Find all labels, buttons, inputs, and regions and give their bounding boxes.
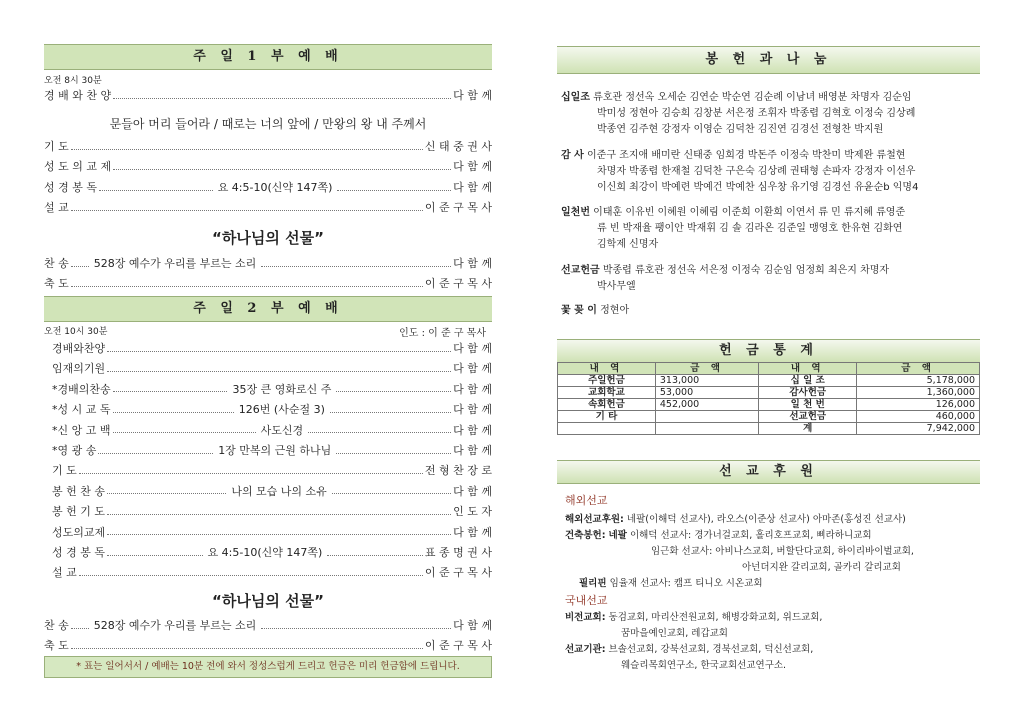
finance-row <box>558 411 980 423</box>
service2-row <box>52 400 492 418</box>
vision-church <box>565 610 980 626</box>
row-detail: 528장 예수가 우리를 부르는 소리 <box>93 257 257 270</box>
leader-dots <box>71 286 423 287</box>
row-label: *경배의찬송 <box>52 382 111 396</box>
service2-time: 오전 10시 30분 <box>44 327 108 337</box>
leader-dots <box>71 210 423 211</box>
service2-row <box>52 441 492 459</box>
service1-row <box>44 178 492 196</box>
row-value: 다 함 께 <box>453 619 492 632</box>
offering-group <box>561 205 980 253</box>
sermon-title-2: “하나님의 선물” <box>212 592 324 610</box>
offering-category: 일천번 <box>561 207 590 218</box>
row-label: 축 도 <box>44 639 69 652</box>
philippines-text: 임율재 선교사: 캠프 티니오 시온교회 <box>609 578 763 589</box>
finance-category: 일 천 번 <box>759 399 857 411</box>
leader-dots <box>330 412 451 413</box>
offering-group <box>561 303 980 319</box>
row-detail: 528장 예수가 우리를 부르는 소리 <box>93 619 257 632</box>
offering-names: 김학제 신명자 <box>597 239 659 250</box>
org-label: 선교기관: <box>565 644 606 655</box>
row-label: 성 경 봉 독 <box>44 181 97 194</box>
row-value: 이 준 구 목 사 <box>424 639 492 652</box>
row-value: 다 함 께 <box>453 423 493 437</box>
praise-lyric: 문들아 머리 들어라 / 때로는 너의 앞에 / 만왕의 왕 내 주께서 <box>109 117 427 131</box>
row-value: 다 함 께 <box>453 403 493 417</box>
offering-names: 류호관 정선옥 오세순 김연순 박순연 김순례 이남녀 배영분 차명자 김순임 <box>593 92 912 103</box>
finance-row <box>558 423 980 435</box>
philippines <box>579 576 980 592</box>
finance-amount: 5,178,000 <box>857 375 980 387</box>
offering-line <box>561 205 980 221</box>
row-label: *성 시 교 독 <box>52 403 111 417</box>
row-label: 설 교 <box>44 201 69 214</box>
row-label: *신 앙 고 백 <box>52 423 111 437</box>
finance-title: 헌 금 통 계 <box>557 339 980 363</box>
service2-row <box>52 482 492 500</box>
sermon-title: “하나님의 선물” <box>212 229 324 247</box>
vision-line-2: 꿈마을예인교회, 레갑교회 <box>621 628 728 639</box>
leader-dots <box>261 266 451 267</box>
offering-category: 감 사 <box>561 150 584 161</box>
offering-group <box>561 263 980 295</box>
offering-group <box>561 148 980 196</box>
offering-names: 류 빈 박재율 팽이안 박재휘 김 솔 김라온 김준일 맹영호 한유현 김화연 <box>597 223 903 234</box>
mission-title: 선 교 후 원 <box>557 460 980 484</box>
building-line-3: 아넌더지완 갈리교회, 골카리 갈리교회 <box>742 562 901 573</box>
row-label: 봉 헌 기 도 <box>52 505 105 519</box>
row-value: 다 함 께 <box>453 89 492 102</box>
service2-row <box>52 380 492 398</box>
service2-row <box>52 543 492 561</box>
finance-table <box>557 362 980 435</box>
row-detail: 126번 (사순절 3) <box>238 403 325 417</box>
row-value: 다 함 께 <box>453 525 492 539</box>
finance-amount: 53,000 <box>655 387 758 399</box>
leader-dots <box>98 453 213 454</box>
row-value: 다 함 께 <box>453 382 493 396</box>
row-label: 기 도 <box>44 140 69 153</box>
row-label: 기 도 <box>52 464 77 478</box>
finance-amount: 460,000 <box>857 411 980 423</box>
offering-line <box>561 148 980 164</box>
finance-amount: 1,360,000 <box>857 387 980 399</box>
leader-dots <box>71 149 423 150</box>
service2-title: 주 일 2 부 예 배 <box>44 296 492 322</box>
leader-dots <box>113 391 228 392</box>
leader-dots <box>71 266 89 267</box>
row-detail: 사도신경 <box>260 423 304 437</box>
offering-line <box>561 237 980 253</box>
service2-leader: 인도 : 이 준 구 목사 <box>399 328 486 339</box>
building-label: 건축봉헌: <box>565 530 606 541</box>
overseas-title: 해외선교 <box>565 494 608 507</box>
org-line-1: 브솔선교회, 강북선교회, 경북선교회, 덕신선교회, <box>608 644 814 655</box>
service2-row <box>52 563 492 581</box>
finance-row <box>558 399 980 411</box>
finance-category: 십 일 조 <box>759 375 857 387</box>
finance-header-cell: 금 액 <box>655 363 758 375</box>
row-label: 성도의교제 <box>52 525 106 539</box>
row-value: 다 함 께 <box>453 362 492 376</box>
row-detail: 나의 모습 나의 소유 <box>231 484 327 498</box>
service2-row <box>52 461 492 479</box>
row-label: 경 배 와 찬 양 <box>44 89 112 102</box>
leader-dots <box>107 514 451 515</box>
vision-line-1: 동검교회, 마리산전원교회, 해병강화교회, 위드교회, <box>608 612 823 623</box>
leader-dots <box>113 98 451 99</box>
finance-header-row <box>558 363 980 375</box>
finance-row <box>558 387 980 399</box>
service1-row <box>44 137 492 155</box>
finance-category: 기 타 <box>558 411 656 423</box>
finance-header-cell: 내 역 <box>558 363 656 375</box>
leader-dots <box>308 432 451 433</box>
offering-names: 이준구 조지애 배미란 신태중 임희경 박돈주 이정숙 박찬미 박제완 류철현 <box>587 150 906 161</box>
leader-dots <box>113 432 256 433</box>
row-value: 다 함 께 <box>453 181 492 194</box>
service2-row <box>52 502 492 520</box>
offering-names: 박종연 김주현 강정자 이영순 김덕찬 김진연 김경선 전형찬 박지원 <box>597 124 884 135</box>
offering-line <box>561 180 980 196</box>
row-label: 봉 헌 찬 송 <box>52 484 105 498</box>
building-nepal: 네팔 <box>608 530 627 541</box>
service-note: * 표는 일어서서 / 예배는 10분 전에 와서 정성스럽게 드리고 헌금은 미리 헌금함에 드립니다. <box>44 656 492 678</box>
finance-header-cell: 금 액 <box>857 363 980 375</box>
leader-dots <box>332 493 451 494</box>
finance-amount: 126,000 <box>857 399 980 411</box>
finance-header-cell: 내 역 <box>759 363 857 375</box>
vision-label: 비전교회: <box>565 612 606 623</box>
service1-row <box>44 157 492 175</box>
row-label: 성 경 봉 독 <box>52 546 105 559</box>
offering-category: 꽃 꽂 이 <box>561 305 597 316</box>
leader-dots <box>107 351 451 352</box>
org-line-2: 웨슬리목회연구소, 한국교회선교연구소. <box>621 660 787 671</box>
finance-row <box>558 375 980 387</box>
offering-line <box>561 90 980 106</box>
leader-dots <box>336 391 451 392</box>
leader-dots <box>107 371 451 372</box>
offering-line <box>561 263 980 279</box>
row-label: 성 도 의 교 제 <box>44 160 112 173</box>
overseas-support-text: 네팔(이해덕 선교사), 라오스(이준상 선교사) 아마존(홍성진 선교사) <box>626 514 906 525</box>
row-value: 다 함 께 <box>453 444 492 457</box>
finance-category: 계 <box>759 423 857 435</box>
row-detail: 요 4:5-10(신약 147쪽) <box>217 181 333 194</box>
finance-amount <box>655 423 758 435</box>
row-value: 인 도 자 <box>453 505 492 519</box>
row-detail: 35장 큰 영화로신 주 <box>232 382 332 396</box>
finance-amount: 452,000 <box>655 399 758 411</box>
leader-dots <box>261 628 451 629</box>
offering-category: 십일조 <box>561 92 590 103</box>
finance-category: 감사헌금 <box>759 387 857 399</box>
leader-dots <box>107 555 203 556</box>
leader-dots <box>71 648 423 649</box>
service2-row <box>52 339 492 357</box>
row-label: 임재의기원 <box>52 362 106 376</box>
offering-title: 봉 헌 과 나 눔 <box>557 46 980 74</box>
service1-row <box>44 274 492 292</box>
service1-row <box>44 198 492 216</box>
finance-category <box>558 423 656 435</box>
offering-category: 선교헌금 <box>561 265 600 276</box>
offering-names: 이태훈 이유빈 이혜원 이혜림 이준희 이환희 이연서 류 민 류지혜 류영준 <box>593 207 906 218</box>
row-value: 전 형 찬 장 로 <box>424 464 492 478</box>
service1-title: 주 일 1 부 예 배 <box>44 44 492 70</box>
row-value: 이 준 구 목 사 <box>424 566 492 580</box>
offering-names: 정현아 <box>600 305 630 316</box>
finance-category: 속회헌금 <box>558 399 656 411</box>
row-label: *영 광 송 <box>52 444 97 457</box>
row-value: 이 준 구 목 사 <box>424 201 492 214</box>
overseas-support <box>565 512 980 528</box>
service2-row <box>52 359 492 377</box>
finance-category: 교회학교 <box>558 387 656 399</box>
leader-dots <box>327 555 423 556</box>
offering-names: 차명자 박종렵 한재철 김덕찬 구은숙 김상례 권태형 손파자 강정자 이선우 <box>597 166 916 177</box>
offering-line <box>561 164 980 180</box>
row-value: 이 준 구 목 사 <box>424 277 492 290</box>
row-label: 찬 송 <box>44 619 69 632</box>
service1-time: 오전 8시 30분 <box>44 76 102 86</box>
offering-names: 박사무엘 <box>597 281 636 292</box>
leader-dots <box>107 493 226 494</box>
row-label: 설 교 <box>52 566 77 580</box>
row-detail: 1장 만복의 근원 하나님 <box>218 444 332 457</box>
building-line-2: 임근화 선교사: 아비나스교회, 버할단다교회, 하이리바이벌교회, <box>651 546 914 557</box>
mission-orgs <box>565 642 980 658</box>
service1-row <box>44 86 492 104</box>
service2-row <box>52 523 492 541</box>
offering-group <box>561 90 980 138</box>
offering-names: 박미성 정현아 김승희 김창분 서은정 조휘자 박종렵 김혁호 이정숙 김상례 <box>597 108 916 119</box>
row-detail: 요 4:5-10(신약 147쪽) <box>207 546 323 559</box>
leader-dots <box>71 628 89 629</box>
offering-line <box>561 303 980 319</box>
overseas-support-label: 해외선교후원: <box>565 514 624 525</box>
row-value: 다 함 께 <box>453 160 492 173</box>
row-label: 경배와찬양 <box>52 342 106 355</box>
philippines-label: 필리핀 <box>579 578 607 589</box>
row-value: 다 함 께 <box>453 484 492 498</box>
leader-dots <box>113 412 234 413</box>
finance-category: 주일헌금 <box>558 375 656 387</box>
offering-line <box>561 279 980 295</box>
row-value: 신 태 중 권 사 <box>424 140 492 153</box>
leader-dots <box>79 575 423 576</box>
leader-dots <box>107 534 451 535</box>
row-value: 다 함 께 <box>453 257 492 270</box>
leader-dots <box>99 190 213 191</box>
leader-dots <box>336 453 451 454</box>
leader-dots <box>79 473 423 474</box>
offering-line <box>561 122 980 138</box>
domestic-title: 국내선교 <box>565 594 608 607</box>
finance-amount: 7,942,000 <box>857 423 980 435</box>
service2-row <box>44 636 492 654</box>
leader-dots <box>113 169 451 170</box>
offering-names: 박종렵 류호관 정선옥 서은정 이정숙 김순임 엄정희 최은지 차명자 <box>602 265 890 276</box>
row-label: 찬 송 <box>44 257 69 270</box>
service2-row <box>44 616 492 634</box>
leader-dots <box>337 190 451 191</box>
offering-names: 이신희 최강이 박예련 박예건 박예찬 심우창 유기영 김경선 유윤순b 익명4 <box>597 182 919 193</box>
row-value: 표 종 명 권 사 <box>424 546 492 559</box>
offering-line <box>561 221 980 237</box>
service2-row <box>52 421 492 439</box>
finance-category: 선교헌금 <box>759 411 857 423</box>
finance-amount: 313,000 <box>655 375 758 387</box>
row-label: 축 도 <box>44 277 69 290</box>
finance-amount <box>655 411 758 423</box>
row-value: 다 함 께 <box>453 342 492 355</box>
building-line-1: 이해덕 선교사: 경가너걸교회, 홀리호프교회, 삐라하니교회 <box>629 530 872 541</box>
building-offering <box>565 528 980 544</box>
service1-row <box>44 254 492 272</box>
offering-line <box>561 106 980 122</box>
